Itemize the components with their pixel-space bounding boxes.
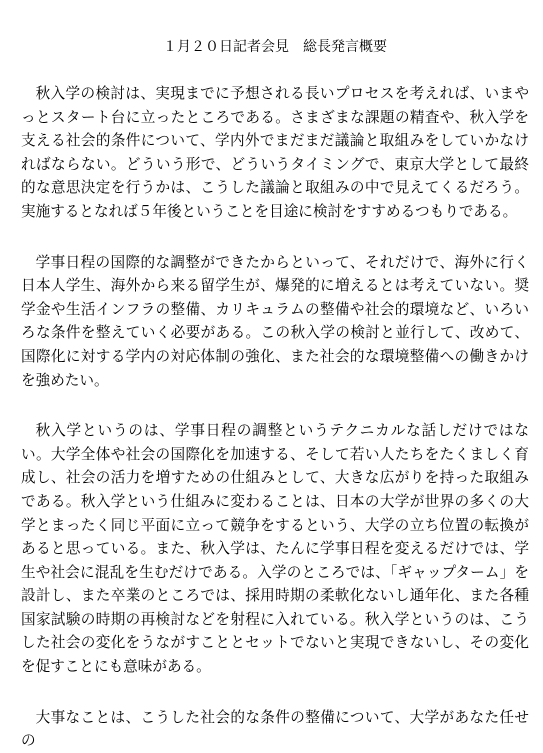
document-body (21, 82, 529, 753)
paragraph: 学事日程の国際的な調整ができたからといって、それだけで、海外に行く日本人学生、海外から来る留学生が、爆発的に増えるとは考えていない。奨学金や生活インフラの整備、カリキュラムの整備や社会的環境など、いろいろな条件を整えていく必要がある。この秋入学の検討と並行して、改めて、国際化に対する学内の対応体制の強化、また社会的な環境整備への働きかけを強めたい。 (21, 253, 529, 389)
document-title: １月２０日記者会見 総長発言概要 (163, 39, 387, 55)
paragraph: 大事なことは、こうした社会的な条件の整備について、大学があなた任せの (21, 708, 529, 750)
paragraph: 秋入学というのは、学事日程の調整というテクニカルな話しだけではない。大学全体や社会の国際化を加速する、そして若い人たちをたくましく育成し、社会の活力を増すための仕組みとして、大きな広がりを持った取組みである。秋入学という仕組みに変わることは、日本の大学が世界の多くの大学とまったく同じ平面に立って競争をするという、大学の立ち位置の転換があると思っている。また、秋入学は、たんに学事日程を変えるだけでは、学生や社会に混乱を生むだけである。入学のところでは、「ギャップターム」を設計し、また卒業のところでは、採用時期の柔軟化ないし通年化、また各種国家試験の時期の再検討などを射程に入れている。秋入学というのは、こうした社会の変化をうながすこととセットでないと実現できないし、その変化を促すことにも意味がある。 (21, 422, 529, 676)
paragraph: 秋入学の検討は、実現までに予想される長いプロセスを考えれば、いまやっとスタート台に立ったところである。さまざまな課題の精査や、秋入学を支える社会的条件について、学内外でまだまだ議論と取組みをしていかなければならない。どういう形で、どういうタイミングで、東京大学として最終的な意思決定を行うかは、こうした議論と取組みの中で見えてくるだろう。実施するとなれば５年後ということを目途に検討をすすめるつもりである。 (21, 85, 529, 220)
